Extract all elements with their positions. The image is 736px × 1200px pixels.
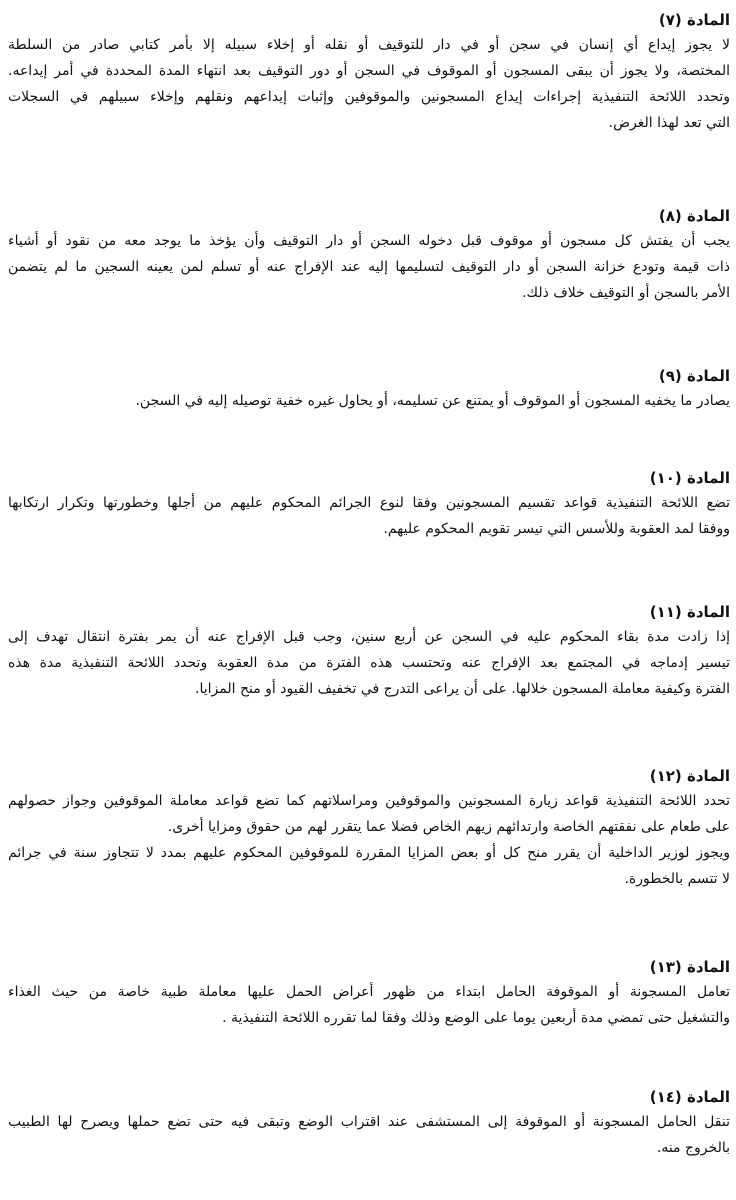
article-9-body [8, 388, 730, 414]
article-13-line-1: تعامل المسجونة أو الموقوفة الحامل ابتداء من ظهور أعراض الحمل عليها معاملة طبية خاصة من حيث الغذاء [8, 984, 730, 1000]
article-11-title: المادة (١١) [649, 603, 730, 621]
article-10-body [8, 490, 730, 542]
article-12-line-2: على طعام على نفقتهم الخاصة وارتدائهم زيهم الخاص فضلا عما يتقرر لهم من حقوق ومزايا أخرى. [167, 819, 730, 835]
article-8-body [8, 228, 730, 306]
article-13-body [8, 979, 730, 1031]
article-12 [8, 766, 730, 892]
article-11-body [8, 624, 730, 702]
article-9-title: المادة (٩) [658, 367, 730, 385]
article-10-line-1: تضع اللائحة التنفيذية قواعد تقسيم المسجونين وفقا لنوع الجرائم المحكوم عليهم من أجلها وخطورتها وتكرار ارتكابها [8, 495, 730, 511]
article-9-line-1: يصادر ما يخفيه المسجون أو الموقوف أو يمتنع عن تسليمه، أو يحاول غيره خفية توصيله إليه في السجن. [135, 393, 730, 409]
article-7-body [8, 32, 730, 136]
article-9 [8, 366, 730, 414]
article-11-line-3: الفترة وكيفية معاملة المسجون خلالها. على أن يراعى التدرج في تخفيف القيود أو منح المزايا. [195, 681, 730, 697]
article-14-title: المادة (١٤) [649, 1088, 730, 1106]
article-8-line-2: ذات قيمة وتودع خزانة السجن أو دار التوقيف لتسليمها إليه عند الإفراج عنه أو تسلم لمن يعينه السجين ما لم يتضمن [8, 259, 730, 275]
article-13-title: المادة (١٣) [649, 958, 730, 976]
article-8-line-1: يجب أن يفتش كل مسجون أو موقوف قبل دخوله السجن أو دار التوقيف وأن يؤخذ ما يوجد معه من نقود أو أشياء [8, 233, 730, 249]
article-12-title: المادة (١٢) [649, 767, 730, 785]
article-14 [8, 1087, 730, 1161]
article-10-title: المادة (١٠) [649, 469, 730, 487]
article-14-line-1: تنقل الحامل المسجونة أو الموقوفة إلى المستشفى عند اقتراب الوضع وتبقى فيه حتى تضع حملها ويصرح لها الطبيب [8, 1114, 730, 1130]
article-8 [8, 206, 730, 306]
article-8-line-3: الأمر بالسجن أو التوقيف خلاف ذلك. [522, 285, 730, 301]
article-11-line-2: تيسير إدماجه في المجتمع بعد الإفراج عنه وتحتسب هذه الفترة من مدة العقوبة وتحدد اللائحة التنفيذية مدة هذه [8, 655, 730, 671]
article-13 [8, 957, 730, 1031]
article-13-line-2: والتشغيل حتى تمضي مدة أربعين يوما على الوضع وذلك وفقا لما تقرره اللائحة التنفيذية . [222, 1010, 730, 1026]
article-12-body [8, 788, 730, 892]
article-7-title: المادة (٧) [658, 11, 730, 29]
article-11-line-1: إذا زادت مدة بقاء المحكوم عليه في السجن عن أربع سنين، وجب قبل الإفراج عنه أن يمر بفترة انتقال تهدف إلى [8, 629, 730, 645]
article-14-body [8, 1109, 730, 1161]
article-10-line-2: ووفقا لمد العقوبة وللأسس التي تيسر تقويم المحكوم عليهم. [383, 521, 730, 537]
article-8-title: المادة (٨) [658, 207, 730, 225]
article-7-line-4: التي تعد لهذا الغرض. [608, 115, 730, 131]
article-10 [8, 468, 730, 542]
article-7 [8, 10, 730, 136]
article-12-line-4: لا تتسم بالخطورة. [624, 871, 730, 887]
article-7-line-2: المختصة، ولا يجوز أن يبقى المسجون أو الموقوف في السجن أو دور التوقيف بعد انتهاء المدة المحددة في أمر إيداعه. [8, 63, 730, 79]
article-7-line-3: وتحدد اللائحة التنفيذية إجراءات إيداع المسجونين والموقوفين وإثبات إيداعهم ونقلهم وإخلاء سبيلهم في السجلات [8, 89, 730, 105]
document-page [8, 0, 730, 1200]
article-11 [8, 602, 730, 702]
article-7-line-1: لا يجوز إيداع أي إنسان في سجن أو في دار للتوقيف أو نقله أو إخلاء سبيله إلا بأمر كتابي صادر من السلطة [8, 37, 730, 53]
article-14-line-2: بالخروج منه. [656, 1140, 730, 1156]
article-12-line-3: ويجوز لوزير الداخلية أن يقرر منح كل أو بعض المزايا المقررة للموقوفين المحكوم عليهم بمدد لا تتجاوز سنة في جرائم [8, 845, 730, 861]
article-12-line-1: تحدد اللائحة التنفيذية قواعد زيارة المسجونين والموقوفين ومراسلاتهم كما تضع قواعد معاملة الموقوفين وجواز حصولهم [8, 793, 730, 809]
